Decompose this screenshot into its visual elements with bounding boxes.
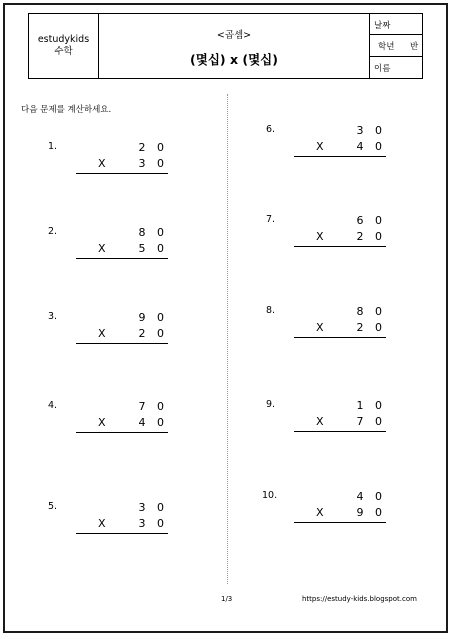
brand-name: estudykids: [37, 34, 90, 45]
multiplier: 4 0: [138, 416, 168, 429]
multiplicand: 2 0: [138, 141, 168, 154]
multiply-sign: X: [98, 327, 106, 340]
answer-line: [76, 343, 168, 344]
footer-url: https://estudy-kids.blogspot.com: [302, 595, 417, 603]
problem-6: [266, 124, 386, 164]
answer-line: [76, 173, 168, 174]
problem-number: 8.: [266, 305, 276, 316]
page-number: 1/3: [221, 595, 233, 603]
instruction-text: 다음 문제를 계산하세요.: [21, 105, 112, 115]
multiplicand: 6 0: [356, 214, 386, 227]
multiply-sign: X: [316, 230, 324, 243]
answer-line: [294, 246, 386, 247]
date-label: 날짜: [374, 21, 391, 31]
multiply-sign: X: [316, 415, 324, 428]
answer-line: [294, 337, 386, 338]
multiplier: 2 0: [138, 327, 168, 340]
problem-number: 6.: [266, 124, 276, 135]
worksheet-title: (몇십) x (몇십): [190, 52, 278, 67]
multiplier: 3 0: [138, 517, 168, 530]
problem-number: 1.: [48, 141, 58, 152]
problem-9: [266, 399, 386, 439]
class-label: 반: [410, 42, 419, 52]
problem-1: [48, 141, 168, 181]
problem-5: [48, 501, 168, 541]
name-field: [370, 57, 422, 78]
answer-line: [294, 156, 386, 157]
multiply-sign: X: [316, 321, 324, 334]
answer-line: [76, 258, 168, 259]
problem-number: 7.: [266, 214, 276, 225]
answer-line: [294, 522, 386, 523]
multiply-sign: X: [98, 157, 106, 170]
multiplicand: 1 0: [356, 399, 386, 412]
grade-class-field: [370, 35, 422, 57]
answer-line: [76, 432, 168, 433]
multiplicand: 9 0: [138, 311, 168, 324]
multiplier: 7 0: [356, 415, 386, 428]
multiplicand: 8 0: [356, 305, 386, 318]
problem-number: 2.: [48, 226, 58, 237]
grade-label: 학년: [378, 42, 395, 52]
multiply-sign: X: [98, 242, 106, 255]
multiplicand: 8 0: [138, 226, 168, 239]
problem-number: 10.: [262, 490, 278, 501]
multiply-sign: X: [98, 416, 106, 429]
multiplicand: 3 0: [356, 124, 386, 137]
brand-subject: 수학: [54, 46, 73, 57]
multiplier: 9 0: [356, 506, 386, 519]
header-table: [28, 13, 423, 79]
answer-line: [76, 533, 168, 534]
problem-10: [262, 490, 386, 530]
column-divider: [227, 94, 228, 584]
problem-2: [48, 226, 168, 266]
brand-cell: [29, 14, 99, 78]
problem-number: 3.: [48, 311, 58, 322]
answer-line: [294, 431, 386, 432]
problem-number: 4.: [48, 400, 58, 411]
title-cell: [99, 14, 370, 78]
problem-7: [266, 214, 386, 254]
multiplicand: 7 0: [138, 400, 168, 413]
problem-3: [48, 311, 168, 351]
date-field: [370, 14, 422, 35]
problem-4: [48, 400, 168, 440]
multiplier: 4 0: [356, 140, 386, 153]
problem-number: 5.: [48, 501, 58, 512]
problem-number: 9.: [266, 399, 276, 410]
problem-8: [266, 305, 386, 345]
worksheet-subtitle: <곱셈>: [216, 30, 252, 41]
multiply-sign: X: [98, 517, 106, 530]
multiplier: 2 0: [356, 230, 386, 243]
name-label: 이름: [374, 64, 391, 74]
multiply-sign: X: [316, 506, 324, 519]
multiply-sign: X: [316, 140, 324, 153]
multiplier: 2 0: [356, 321, 386, 334]
multiplicand: 3 0: [138, 501, 168, 514]
multiplier: 3 0: [138, 157, 168, 170]
multiplicand: 4 0: [356, 490, 386, 503]
multiplier: 5 0: [138, 242, 168, 255]
info-fields: [370, 14, 422, 78]
